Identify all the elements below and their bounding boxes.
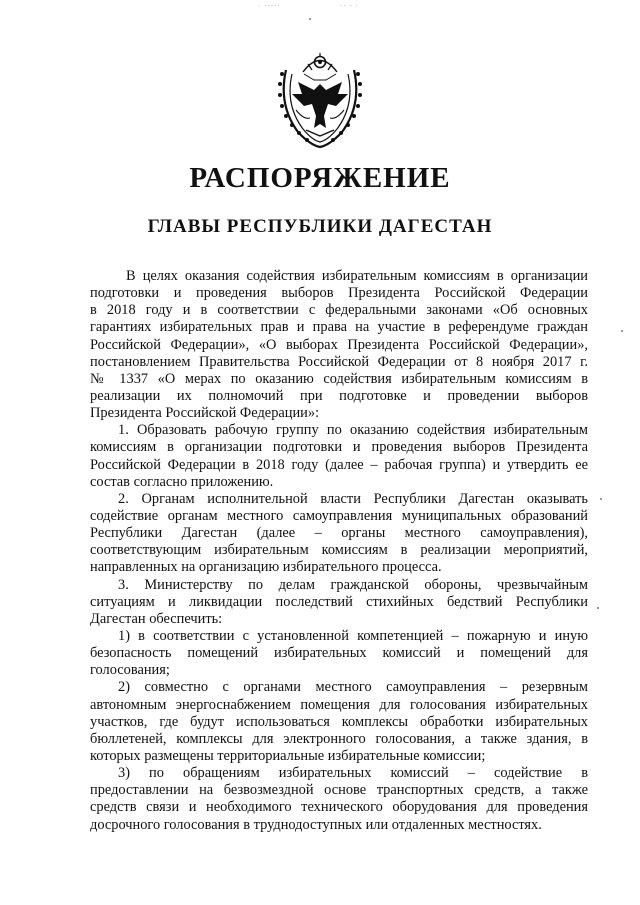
scan-speck	[600, 498, 602, 500]
body-text-line: содействие органам местного самоуправления муниципальных образований	[90, 507, 588, 524]
body-text-line: бюллетеней, комплексы для электронного голосования, а также здания, в	[90, 730, 588, 747]
body-text-line: гарантиях избирательных прав и права на участие в референдуме граждан	[90, 319, 588, 336]
document-body	[90, 268, 588, 834]
body-text-line: комиссиям в организации подготовки и проведения выборов Президента	[90, 439, 588, 456]
body-text-line: 1. Образовать рабочую группу по оказанию содействия избирательным	[118, 422, 588, 439]
scan-speck	[309, 18, 311, 20]
body-text-line: автономным энергоснабжением помещения для голосования избирательных	[90, 696, 588, 713]
body-text-line: Российской Федерации», «О выборах Президента Российской Федерации»,	[90, 336, 588, 353]
body-text-line: постановлением Правительства Российской Федерации от 8 ноября 2017 г.	[90, 353, 588, 370]
body-text-line: предоставлении на безвозмездной основе транспортных средств, а также	[90, 782, 588, 799]
body-text-line: в 2018 году и в соответствии с федеральными законами «Об основных	[90, 302, 588, 319]
body-text-line: 2) совместно с органами местного самоуправления – резервным	[118, 679, 588, 696]
body-text-line: направленных на организацию избирательного процесса.	[90, 559, 442, 576]
document-heading: РАСПОРЯЖЕНИЕ	[189, 162, 451, 194]
body-text-line: 2. Органам исполнительной власти Республики Дагестан оказывать	[118, 490, 588, 507]
body-text-line: соответствующим избирательным комиссиям в реализации мероприятий,	[90, 542, 588, 559]
body-text-line: досрочного голосования в труднодоступных или отдаленных местностях.	[90, 816, 542, 833]
scan-speck	[597, 607, 599, 609]
body-text-line: голосования;	[90, 662, 170, 679]
body-text-line: Российской Федерации в 2018 году (далее – рабочая группа) и утвердить ее	[90, 456, 588, 473]
body-text-line: состав согласно приложению.	[90, 473, 274, 490]
body-text-line: ситуациям и ликвидации последствий стихийных бедствий Республики	[90, 593, 588, 610]
body-text-line: Республики Дагестан (далее – органы местного самоуправления),	[90, 525, 588, 542]
body-text-line: реализации их полномочий при подготовке и проведении выборов	[90, 387, 588, 404]
body-text-line: которых размещены территориальные избирательные комиссии;	[90, 747, 486, 764]
coat-of-arms-dagestan-icon	[274, 50, 366, 150]
document-subheading: ГЛАВЫ РЕСПУБЛИКИ ДАГЕСТАН	[147, 216, 493, 237]
body-text-line: В целях оказания содействия избирательным комиссиям в организации	[126, 268, 588, 284]
body-text-line: Президента Российской Федерации»:	[90, 405, 320, 422]
scan-mark: ·· · ·	[340, 2, 359, 10]
body-text-line: средств связи и необходимого технического оборудования для проведения	[90, 799, 588, 816]
scan-mark: · ·····	[258, 2, 281, 10]
body-text-line: 3) по обращениям избирательных комиссий – содействие в	[118, 765, 588, 782]
body-text-line: подготовки и проведения выборов Президента Российской Федерации	[90, 285, 588, 302]
body-text-line: Дагестан обеспечить:	[90, 610, 223, 627]
body-text-line: 3. Министерству по делам гражданской обороны, чрезвычайным	[118, 576, 588, 593]
body-text-line: участков, где будут использоваться комплексы обработки избирательных	[90, 713, 588, 730]
scan-speck	[621, 330, 623, 332]
body-text-line: № 1337 «О мерах по оказанию содействия избирательным комиссиям в	[90, 370, 588, 387]
body-text-line: безопасность помещений избирательных комиссий и помещений для	[90, 645, 588, 662]
body-text-line: 1) в соответствии с установленной компетенцией – пожарную и иную	[118, 627, 588, 644]
